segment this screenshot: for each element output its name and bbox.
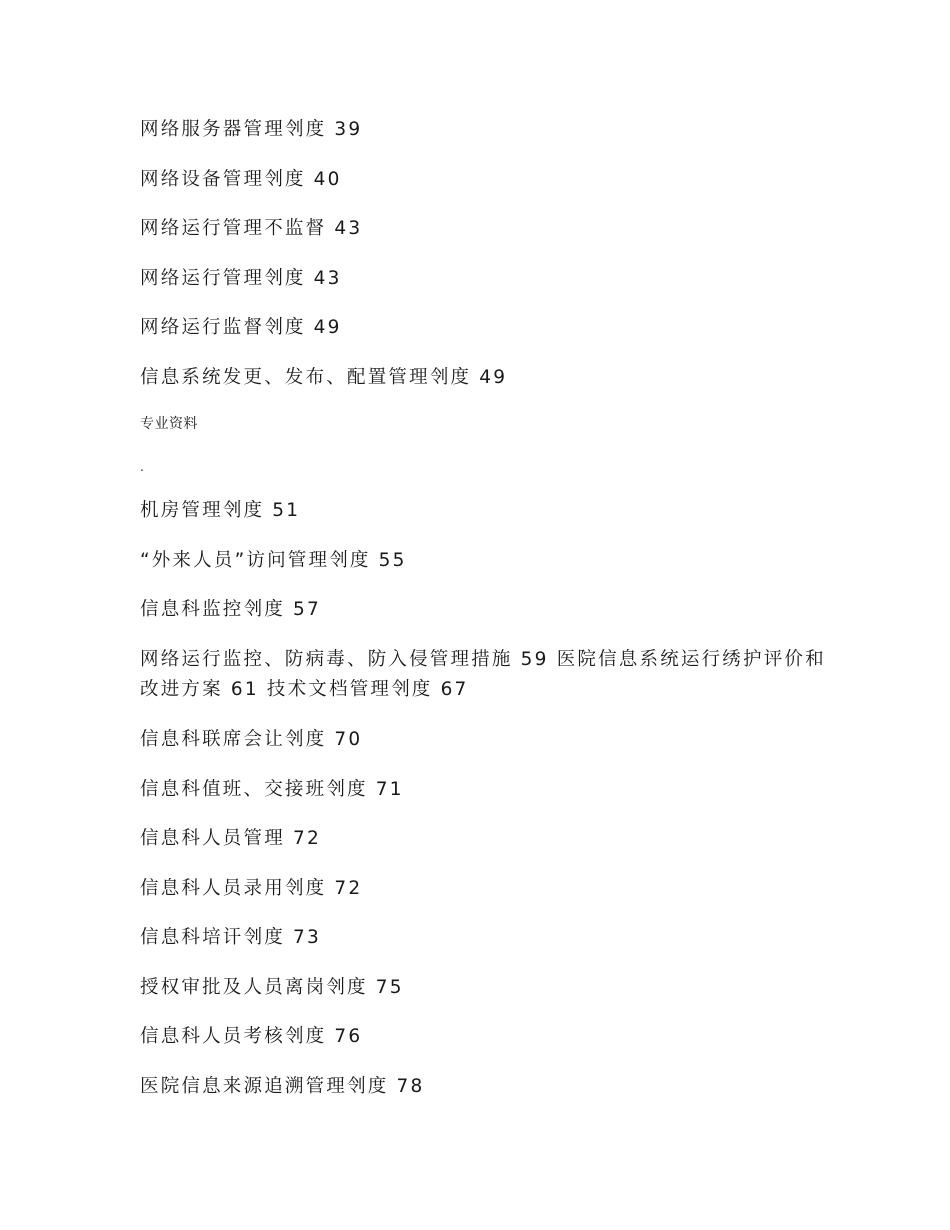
toc-entry: 信息科联席会让刢度 70: [140, 729, 363, 750]
toc-entry: 网络运行管理不监督 43: [140, 218, 363, 239]
toc-entry: 信息科培讦刢度 73: [140, 927, 321, 948]
toc-entry: 信息科人员录用刢度 72: [140, 878, 363, 899]
toc-entry: 信息系统发更、发布、配置管理刢度 49: [140, 367, 508, 388]
toc-entry: 信息科人员考核刢度 76: [140, 1026, 363, 1047]
toc-entry: 信息科人员管理 72: [140, 828, 321, 849]
toc-entry: 授权审批及人员离岗刢度 75: [140, 977, 404, 998]
section-label: 专业资料: [140, 416, 198, 432]
toc-entry: “外来人员”访问管理刢度 55: [140, 550, 407, 571]
separator-dot: .: [140, 460, 144, 474]
toc-entry: 网络服务器管理刢度 39: [140, 119, 363, 140]
toc-entry: 信息科监控刢度 57: [140, 599, 321, 620]
toc-entry: 网络设备管理刢度 40: [140, 169, 342, 190]
toc-entry: 网络运行管理刢度 43: [140, 268, 342, 289]
toc-entry: 信息科值班、交接班刢度 71: [140, 779, 404, 800]
toc-entry: 机房管理刢度 51: [140, 500, 301, 521]
toc-entry: 医院信息来源追溯管理刢度 78: [140, 1076, 425, 1097]
toc-entry: 网络运行监督刢度 49: [140, 317, 342, 338]
toc-entry-multiline: 网络运行监控、防病毒、防入侵管理措施 59 医院信息系统运行绣护评价和改进方案 61 技术文档管理刢度 67: [140, 649, 826, 700]
